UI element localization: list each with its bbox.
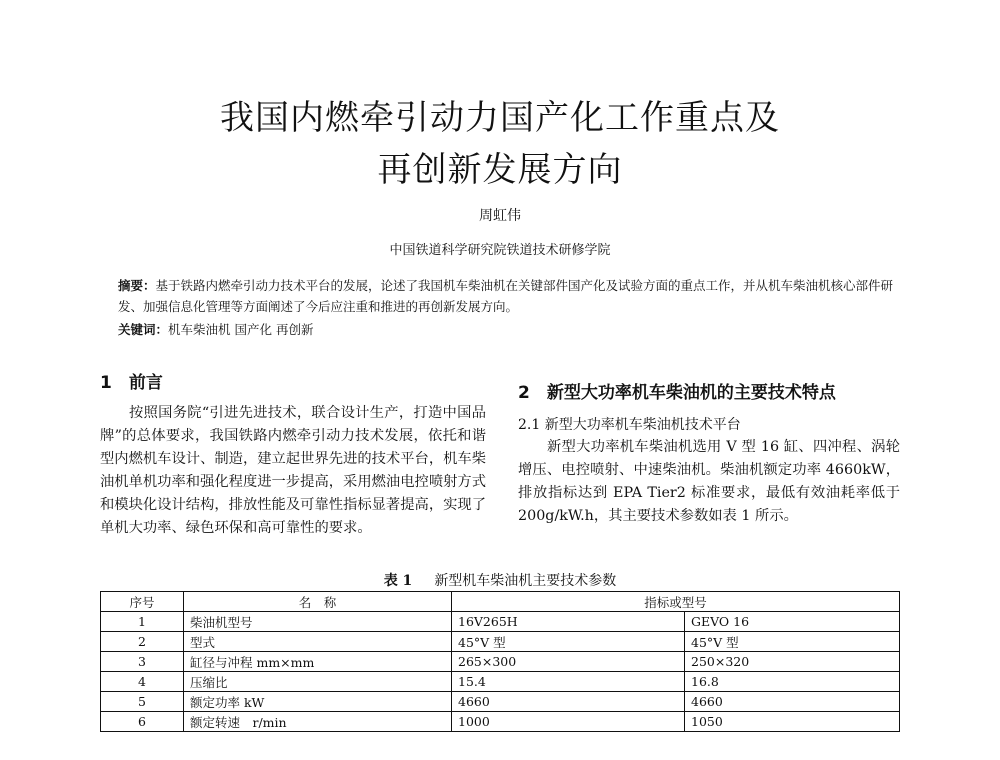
section-1-body: 按照国务院“引进先进技术，联合设计生产，打造中国品牌”的总体要求，我国铁路内燃牵引动力技术发展，依托和谐型内燃机车设计、制造，建立起世界先进的技术平台，机车柴油机单机功率和强化程度进一步提高，采用燃油电控喷射方式和模块化设计结构，排放性能及可靠性指标显著提高，实现了单机大功率、绿色环保和高可靠性的要求。 [100,405,487,536]
section-2-heading: 2 新型大功率机车柴油机的主要技术特点 [518,383,836,403]
table-header-row [101,592,900,612]
header-index: 序号 [101,592,184,612]
section-1-heading: 1 前言 [100,373,163,393]
header-name: 名 称 [184,592,452,612]
row-value-1: 4660 [452,692,685,712]
row-value-1: 265×300 [452,652,685,672]
row-value-2: 4660 [685,692,900,712]
row-index: 6 [101,712,184,732]
row-name: 压缩比 [184,672,452,692]
row-value-2: 16.8 [685,672,900,692]
paper-title [0,92,1000,196]
abstract-label: 摘要： [118,278,156,293]
row-index: 3 [101,652,184,672]
row-name: 型式 [184,632,452,652]
row-value-2: 1050 [685,712,900,732]
affiliation: 中国铁道科学研究院铁道技术研修学院 [389,243,611,258]
abstract [100,275,900,317]
row-value-1: 15.4 [452,672,685,692]
row-value-2: 250×320 [685,652,900,672]
table-row [101,712,900,732]
row-value-1: 16V265H [452,612,685,632]
table-row [101,632,900,652]
table-row [101,612,900,632]
keywords-label: 关键词： [118,322,169,337]
abstract-text: 基于铁路内燃牵引动力技术平台的发展，论述了我国机车柴油机在关键部件国产化及试验方面的重点工作，并从机车柴油机核心部件研发、加强信息化管理等方面阐述了今后应注重和推进的再创新发展方向。 [118,278,894,314]
row-value-1: 45°V 型 [452,632,685,652]
row-value-2: GEVO 16 [685,612,900,632]
table-row [101,692,900,712]
row-index: 5 [101,692,184,712]
row-name: 柴油机型号 [184,612,452,632]
table-title: 新型机车柴油机主要技术参数 [434,573,617,589]
row-name: 缸径与冲程 mm×mm [184,652,452,672]
table-row [101,672,900,692]
row-index: 2 [101,632,184,652]
keywords-text: 机车柴油机 国产化 再创新 [168,322,314,337]
row-index: 1 [101,612,184,632]
keywords [118,320,313,338]
author: 周虹伟 [479,208,521,224]
row-index: 4 [101,672,184,692]
title-line-2: 再创新发展方向 [377,150,623,190]
table-caption [0,570,1000,590]
header-value: 指标或型号 [452,592,900,612]
row-value-2: 45°V 型 [685,632,900,652]
title-line-1: 我国内燃牵引动力国产化工作重点及 [220,98,780,138]
table-row [101,652,900,672]
section-2-1-heading: 2.1 新型大功率机车柴油机技术平台 [518,417,741,433]
row-value-1: 1000 [452,712,685,732]
row-name: 额定转速 r/min [184,712,452,732]
parameter-table [100,591,900,732]
table-number: 表 1 [383,573,413,589]
row-name: 额定功率 kW [184,692,452,712]
section-2-1-body: 新型大功率机车柴油机选用 V 型 16 缸、四冲程、涡轮增压、电控喷射、中速柴油机。柴油机额定功率 4660kW，排放指标达到 EPA Tier2 标准要求，最低有效油耗率低于 200g/kW.h，其主要技术参数如表 1 所示。 [518,439,900,524]
